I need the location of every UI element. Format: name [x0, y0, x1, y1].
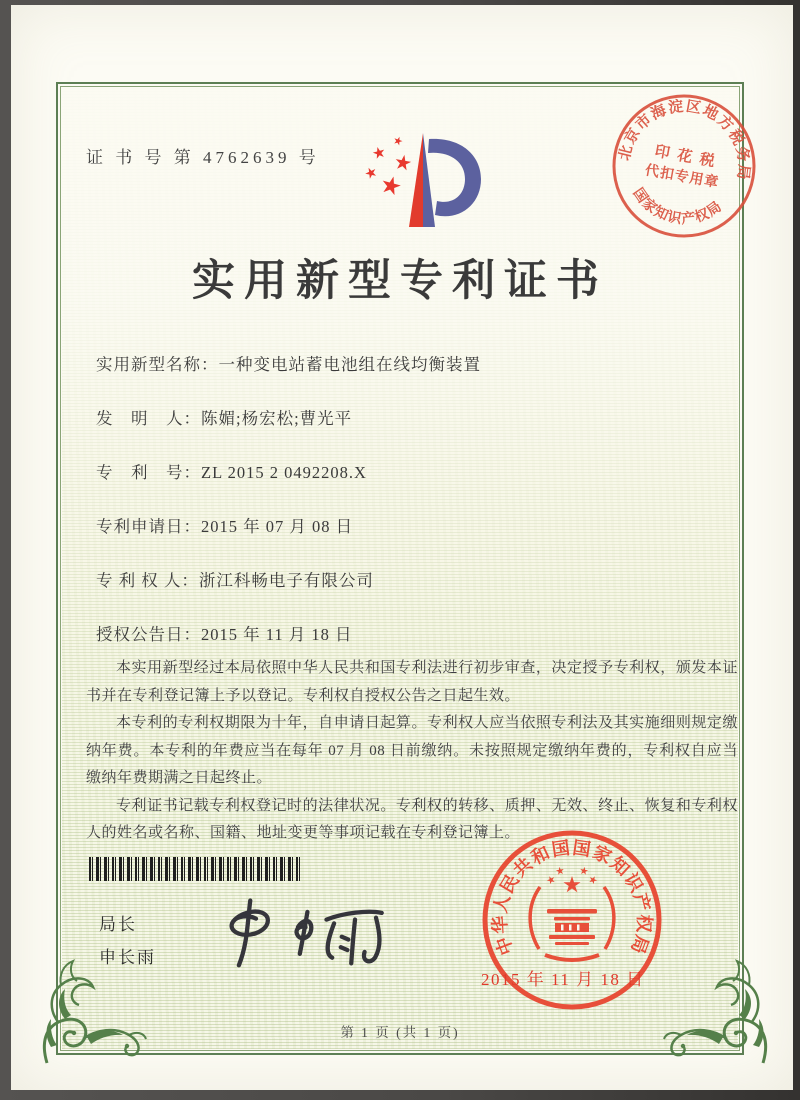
- seal-date: 2015 年 11 月 18 日: [481, 970, 645, 989]
- stamp-center-line2: 代扣专用章: [643, 163, 721, 192]
- legal-paragraph-3: 专利证书记载专利权登记时的法律状况。专利权的转移、质押、无效、终止、恢复和专利权人的姓名或名称、国籍、地址变更等事项记载在专利登记簿上。: [86, 797, 738, 841]
- handwritten-signature: [216, 887, 416, 975]
- signer-title: 局长: [99, 915, 137, 934]
- field-value: 浙江科畅电子有限公司: [198, 571, 374, 590]
- tax-stamp: [597, 79, 771, 253]
- certificate-title: 实用新型专利证书: [192, 258, 608, 305]
- logo-spike-red: [409, 133, 423, 227]
- field-value: 2015 年 11 月 18 日: [201, 625, 353, 644]
- logo-stars-icon: [364, 135, 413, 196]
- legal-paragraph-2: 本专利的专利权期限为十年，自申请日起算。专利权人应当依照专利法及其实施细则规定缴纳年费。本专利的年费应当在每年 07 月 08 日前缴纳。未按照规定缴纳年费的，专利权自应当缴纳年费期满之日起终止。: [86, 715, 738, 786]
- field-value: 陈媚;杨宏松;曹光平: [201, 409, 353, 428]
- field-row-patent-number: [96, 459, 736, 483]
- field-label: 实用新型名称：: [96, 355, 219, 374]
- field-row-utility-model-name: [96, 351, 736, 375]
- field-label: 授权公告日：: [96, 625, 201, 644]
- field-row-grant-date: [96, 621, 736, 645]
- legal-paragraph-1: 本实用新型经过本局依照中华人民共和国专利法进行初步审查，决定授予专利权，颁发本证书并在专利登记簿上予以登记。专利权自授权公告之日起生效。: [86, 660, 738, 704]
- stamp-ring-bottom-text: 国家知识产权局: [629, 185, 726, 228]
- certificate-number: 证 书 号 第 4762639 号: [86, 148, 320, 167]
- national-emblem-icon: [546, 866, 599, 945]
- field-row-filing-date: [96, 513, 736, 537]
- corner-ornament-bottom-left-icon: [37, 951, 147, 1066]
- page-footer: 第 1 页 (共 1 页): [340, 1025, 460, 1040]
- barcode: [89, 857, 303, 881]
- field-label: 专 利 权 人：: [96, 571, 199, 590]
- stamp-center-line1: 印 花 税: [653, 143, 718, 171]
- signer-name: 申长雨: [99, 948, 156, 967]
- legal-text-block: [86, 655, 738, 848]
- svg-text:北京市海淀区地方税务局: [616, 87, 763, 183]
- seal-ring-text: 中华人民共和国国家知识产权局: [489, 837, 655, 958]
- cnipa-patent-logo-icon: [341, 125, 491, 235]
- logo-p-bowl: [428, 139, 481, 216]
- field-row-inventors: [96, 405, 736, 429]
- field-row-patentee: [96, 567, 736, 591]
- field-label: 专利申请日：: [96, 517, 201, 536]
- field-value: 一种变电站蓄电池组在线均衡装置: [218, 355, 481, 374]
- certificate-paper: [11, 5, 793, 1090]
- field-label: 发 明 人：: [96, 409, 201, 428]
- field-value: 2015 年 07 月 08 日: [201, 517, 354, 536]
- field-label: 专 利 号：: [96, 463, 201, 482]
- field-value: ZL 2015 2 0492208.X: [201, 463, 367, 482]
- stamp-ring-top-text: 北京市海淀区地方税务局: [616, 98, 752, 182]
- corner-ornament-bottom-right-icon: [663, 951, 773, 1066]
- svg-text:国家知识产权局: [625, 183, 727, 235]
